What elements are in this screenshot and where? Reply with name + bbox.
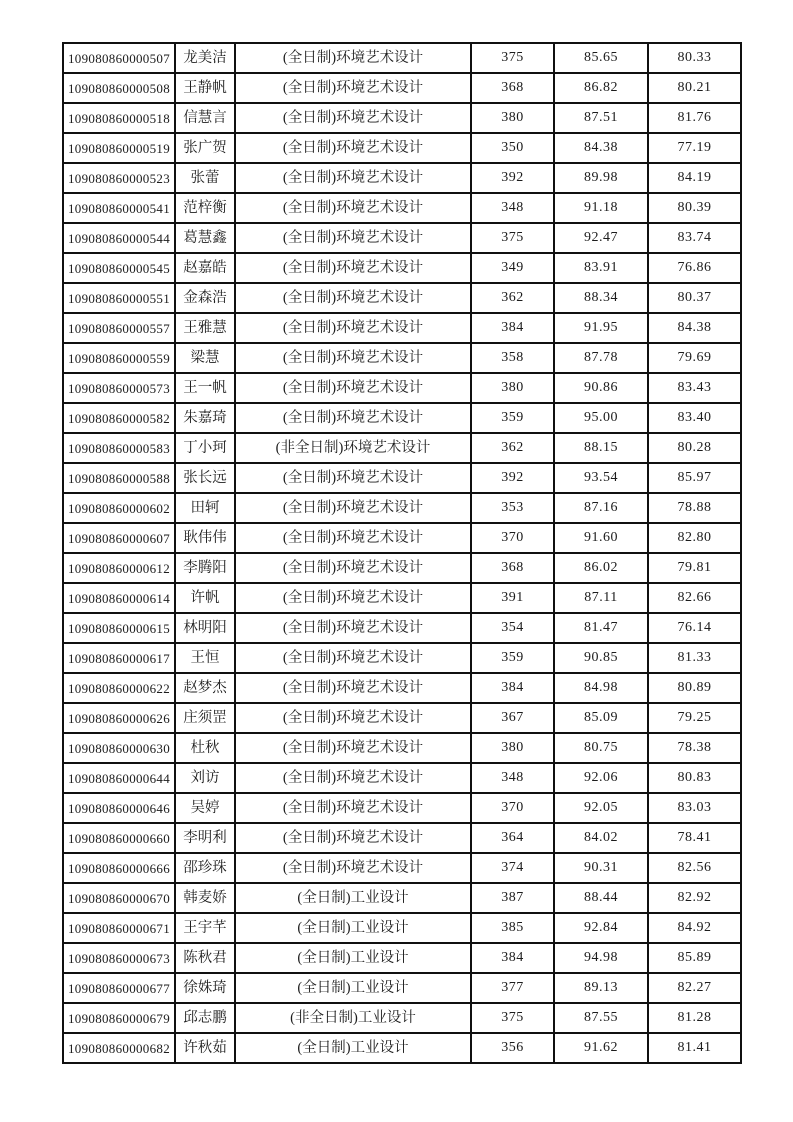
- cell-initial-exam-score: 380: [471, 373, 554, 403]
- cell-initial-exam-score: 348: [471, 193, 554, 223]
- cell-retest-score: 92.47: [554, 223, 648, 253]
- cell-final-score: 80.89: [648, 673, 741, 703]
- cell-initial-exam-score: 392: [471, 463, 554, 493]
- cell-initial-exam-score: 359: [471, 643, 554, 673]
- cell-retest-score: 86.02: [554, 553, 648, 583]
- cell-program: (非全日制)环境艺术设计: [235, 433, 471, 463]
- cell-candidate-name: 庄须罡: [175, 703, 235, 733]
- cell-candidate-name: 王宇芊: [175, 913, 235, 943]
- cell-initial-exam-score: 375: [471, 1003, 554, 1033]
- table-row: [63, 193, 741, 223]
- cell-candidate-id: 109080860000519: [63, 133, 175, 163]
- cell-candidate-id: 109080860000545: [63, 253, 175, 283]
- cell-candidate-id: 109080860000646: [63, 793, 175, 823]
- cell-program: (全日制)环境艺术设计: [235, 493, 471, 523]
- table-row: [63, 43, 741, 73]
- table-row: [63, 943, 741, 973]
- cell-candidate-id: 109080860000626: [63, 703, 175, 733]
- cell-program: (全日制)环境艺术设计: [235, 793, 471, 823]
- cell-program: (全日制)环境艺术设计: [235, 643, 471, 673]
- cell-retest-score: 89.98: [554, 163, 648, 193]
- cell-retest-score: 85.09: [554, 703, 648, 733]
- cell-initial-exam-score: 362: [471, 433, 554, 463]
- cell-program: (全日制)环境艺术设计: [235, 193, 471, 223]
- cell-final-score: 85.97: [648, 463, 741, 493]
- cell-final-score: 82.92: [648, 883, 741, 913]
- cell-initial-exam-score: 353: [471, 493, 554, 523]
- cell-candidate-name: 张广贺: [175, 133, 235, 163]
- cell-candidate-name: 赵嘉皓: [175, 253, 235, 283]
- cell-final-score: 80.39: [648, 193, 741, 223]
- cell-program: (全日制)环境艺术设计: [235, 403, 471, 433]
- table-row: [63, 883, 741, 913]
- cell-candidate-name: 张蕾: [175, 163, 235, 193]
- cell-retest-score: 80.75: [554, 733, 648, 763]
- cell-program: (全日制)工业设计: [235, 973, 471, 1003]
- cell-retest-score: 84.02: [554, 823, 648, 853]
- cell-retest-score: 87.78: [554, 343, 648, 373]
- cell-final-score: 83.74: [648, 223, 741, 253]
- cell-candidate-name: 林明阳: [175, 613, 235, 643]
- cell-candidate-id: 109080860000612: [63, 553, 175, 583]
- cell-retest-score: 91.95: [554, 313, 648, 343]
- cell-retest-score: 91.62: [554, 1033, 648, 1063]
- table-row: [63, 973, 741, 1003]
- cell-initial-exam-score: 374: [471, 853, 554, 883]
- table-row: [63, 403, 741, 433]
- cell-candidate-name: 田轲: [175, 493, 235, 523]
- cell-program: (全日制)环境艺术设计: [235, 73, 471, 103]
- cell-initial-exam-score: 368: [471, 73, 554, 103]
- cell-candidate-name: 杜秋: [175, 733, 235, 763]
- cell-candidate-id: 109080860000660: [63, 823, 175, 853]
- cell-program: (全日制)环境艺术设计: [235, 523, 471, 553]
- cell-candidate-id: 109080860000583: [63, 433, 175, 463]
- cell-final-score: 81.41: [648, 1033, 741, 1063]
- cell-final-score: 85.89: [648, 943, 741, 973]
- cell-candidate-name: 邱志鹏: [175, 1003, 235, 1033]
- cell-final-score: 83.40: [648, 403, 741, 433]
- cell-final-score: 80.37: [648, 283, 741, 313]
- cell-retest-score: 85.65: [554, 43, 648, 73]
- cell-retest-score: 92.05: [554, 793, 648, 823]
- cell-candidate-id: 109080860000666: [63, 853, 175, 883]
- cell-program: (全日制)环境艺术设计: [235, 703, 471, 733]
- cell-final-score: 78.88: [648, 493, 741, 523]
- cell-final-score: 77.19: [648, 133, 741, 163]
- cell-candidate-name: 陈秋君: [175, 943, 235, 973]
- cell-retest-score: 86.82: [554, 73, 648, 103]
- cell-retest-score: 84.38: [554, 133, 648, 163]
- cell-initial-exam-score: 368: [471, 553, 554, 583]
- cell-program: (全日制)环境艺术设计: [235, 583, 471, 613]
- table-row: [63, 163, 741, 193]
- cell-program: (全日制)环境艺术设计: [235, 733, 471, 763]
- cell-final-score: 78.38: [648, 733, 741, 763]
- cell-program: (全日制)工业设计: [235, 883, 471, 913]
- cell-initial-exam-score: 362: [471, 283, 554, 313]
- table-row: [63, 643, 741, 673]
- cell-candidate-name: 邵珍珠: [175, 853, 235, 883]
- cell-candidate-name: 金森浩: [175, 283, 235, 313]
- cell-candidate-id: 109080860000679: [63, 1003, 175, 1033]
- cell-candidate-name: 葛慧鑫: [175, 223, 235, 253]
- cell-retest-score: 84.98: [554, 673, 648, 703]
- cell-initial-exam-score: 380: [471, 103, 554, 133]
- table-row: [63, 613, 741, 643]
- cell-final-score: 84.19: [648, 163, 741, 193]
- cell-retest-score: 87.16: [554, 493, 648, 523]
- cell-candidate-id: 109080860000551: [63, 283, 175, 313]
- table-row: [63, 793, 741, 823]
- table-body: [63, 43, 741, 1063]
- cell-final-score: 82.80: [648, 523, 741, 553]
- cell-retest-score: 87.55: [554, 1003, 648, 1033]
- cell-final-score: 80.28: [648, 433, 741, 463]
- cell-candidate-name: 丁小珂: [175, 433, 235, 463]
- cell-candidate-name: 许秋茹: [175, 1033, 235, 1063]
- cell-candidate-name: 龙美洁: [175, 43, 235, 73]
- cell-candidate-name: 信慧言: [175, 103, 235, 133]
- table-row: [63, 763, 741, 793]
- cell-final-score: 79.25: [648, 703, 741, 733]
- table-row: [63, 283, 741, 313]
- cell-candidate-id: 109080860000541: [63, 193, 175, 223]
- table-row: [63, 223, 741, 253]
- cell-retest-score: 90.86: [554, 373, 648, 403]
- cell-retest-score: 91.18: [554, 193, 648, 223]
- cell-candidate-id: 109080860000630: [63, 733, 175, 763]
- table-row: [63, 313, 741, 343]
- cell-program: (全日制)环境艺术设计: [235, 103, 471, 133]
- cell-retest-score: 90.85: [554, 643, 648, 673]
- cell-candidate-name: 朱嘉琦: [175, 403, 235, 433]
- cell-final-score: 76.14: [648, 613, 741, 643]
- cell-program: (非全日制)工业设计: [235, 1003, 471, 1033]
- cell-program: (全日制)环境艺术设计: [235, 133, 471, 163]
- cell-candidate-name: 王雅慧: [175, 313, 235, 343]
- cell-final-score: 80.83: [648, 763, 741, 793]
- cell-retest-score: 92.06: [554, 763, 648, 793]
- cell-initial-exam-score: 358: [471, 343, 554, 373]
- cell-final-score: 76.86: [648, 253, 741, 283]
- cell-initial-exam-score: 377: [471, 973, 554, 1003]
- cell-initial-exam-score: 392: [471, 163, 554, 193]
- cell-candidate-name: 徐姝琦: [175, 973, 235, 1003]
- table-row: [63, 553, 741, 583]
- cell-initial-exam-score: 384: [471, 943, 554, 973]
- cell-final-score: 84.38: [648, 313, 741, 343]
- cell-candidate-name: 王恒: [175, 643, 235, 673]
- cell-candidate-name: 刘访: [175, 763, 235, 793]
- table-row: [63, 703, 741, 733]
- cell-candidate-name: 赵梦杰: [175, 673, 235, 703]
- table-row: [63, 733, 741, 763]
- cell-program: (全日制)环境艺术设计: [235, 853, 471, 883]
- table-row: [63, 253, 741, 283]
- cell-initial-exam-score: 391: [471, 583, 554, 613]
- cell-program: (全日制)工业设计: [235, 1033, 471, 1063]
- table-row: [63, 913, 741, 943]
- cell-candidate-id: 109080860000588: [63, 463, 175, 493]
- cell-candidate-name: 梁慧: [175, 343, 235, 373]
- cell-candidate-name: 王静帆: [175, 73, 235, 103]
- cell-initial-exam-score: 364: [471, 823, 554, 853]
- cell-program: (全日制)环境艺术设计: [235, 283, 471, 313]
- cell-initial-exam-score: 385: [471, 913, 554, 943]
- cell-candidate-name: 韩麦娇: [175, 883, 235, 913]
- cell-final-score: 79.69: [648, 343, 741, 373]
- cell-program: (全日制)环境艺术设计: [235, 163, 471, 193]
- cell-initial-exam-score: 384: [471, 313, 554, 343]
- cell-candidate-id: 109080860000573: [63, 373, 175, 403]
- table-row: [63, 343, 741, 373]
- cell-program: (全日制)工业设计: [235, 943, 471, 973]
- cell-candidate-id: 109080860000670: [63, 883, 175, 913]
- cell-candidate-id: 109080860000673: [63, 943, 175, 973]
- cell-retest-score: 88.34: [554, 283, 648, 313]
- cell-candidate-id: 109080860000615: [63, 613, 175, 643]
- table-row: [63, 1003, 741, 1033]
- cell-initial-exam-score: 370: [471, 793, 554, 823]
- cell-final-score: 82.56: [648, 853, 741, 883]
- cell-program: (全日制)环境艺术设计: [235, 223, 471, 253]
- cell-initial-exam-score: 354: [471, 613, 554, 643]
- cell-candidate-id: 109080860000644: [63, 763, 175, 793]
- cell-candidate-id: 109080860000508: [63, 73, 175, 103]
- cell-candidate-name: 许帆: [175, 583, 235, 613]
- cell-candidate-id: 109080860000523: [63, 163, 175, 193]
- cell-final-score: 79.81: [648, 553, 741, 583]
- cell-initial-exam-score: 387: [471, 883, 554, 913]
- cell-candidate-id: 109080860000622: [63, 673, 175, 703]
- cell-candidate-id: 109080860000518: [63, 103, 175, 133]
- cell-initial-exam-score: 350: [471, 133, 554, 163]
- cell-initial-exam-score: 359: [471, 403, 554, 433]
- table-row: [63, 463, 741, 493]
- table-row: [63, 103, 741, 133]
- table-row: [63, 823, 741, 853]
- cell-candidate-name: 吴婷: [175, 793, 235, 823]
- cell-program: (全日制)环境艺术设计: [235, 613, 471, 643]
- cell-candidate-name: 耿伟伟: [175, 523, 235, 553]
- cell-program: (全日制)工业设计: [235, 913, 471, 943]
- cell-retest-score: 95.00: [554, 403, 648, 433]
- cell-candidate-name: 张长远: [175, 463, 235, 493]
- cell-final-score: 78.41: [648, 823, 741, 853]
- cell-candidate-id: 109080860000544: [63, 223, 175, 253]
- cell-candidate-id: 109080860000607: [63, 523, 175, 553]
- cell-retest-score: 87.51: [554, 103, 648, 133]
- cell-initial-exam-score: 348: [471, 763, 554, 793]
- cell-program: (全日制)环境艺术设计: [235, 673, 471, 703]
- cell-retest-score: 93.54: [554, 463, 648, 493]
- cell-retest-score: 90.31: [554, 853, 648, 883]
- cell-retest-score: 92.84: [554, 913, 648, 943]
- table-row: [63, 493, 741, 523]
- cell-program: (全日制)环境艺术设计: [235, 343, 471, 373]
- table-row: [63, 853, 741, 883]
- cell-final-score: 81.33: [648, 643, 741, 673]
- table-row: [63, 433, 741, 463]
- table-row: [63, 583, 741, 613]
- cell-candidate-id: 109080860000557: [63, 313, 175, 343]
- cell-program: (全日制)环境艺术设计: [235, 43, 471, 73]
- cell-final-score: 80.21: [648, 73, 741, 103]
- cell-candidate-id: 109080860000507: [63, 43, 175, 73]
- cell-retest-score: 94.98: [554, 943, 648, 973]
- cell-candidate-id: 109080860000617: [63, 643, 175, 673]
- cell-retest-score: 88.44: [554, 883, 648, 913]
- cell-initial-exam-score: 370: [471, 523, 554, 553]
- cell-candidate-id: 109080860000602: [63, 493, 175, 523]
- cell-initial-exam-score: 375: [471, 43, 554, 73]
- cell-program: (全日制)环境艺术设计: [235, 373, 471, 403]
- cell-program: (全日制)环境艺术设计: [235, 463, 471, 493]
- table-row: [63, 673, 741, 703]
- cell-final-score: 82.66: [648, 583, 741, 613]
- cell-initial-exam-score: 375: [471, 223, 554, 253]
- cell-final-score: 82.27: [648, 973, 741, 1003]
- cell-final-score: 81.76: [648, 103, 741, 133]
- table-row: [63, 523, 741, 553]
- cell-candidate-name: 李腾阳: [175, 553, 235, 583]
- cell-final-score: 80.33: [648, 43, 741, 73]
- cell-candidate-name: 李明利: [175, 823, 235, 853]
- cell-retest-score: 81.47: [554, 613, 648, 643]
- cell-retest-score: 87.11: [554, 583, 648, 613]
- cell-program: (全日制)环境艺术设计: [235, 763, 471, 793]
- cell-final-score: 84.92: [648, 913, 741, 943]
- cell-final-score: 81.28: [648, 1003, 741, 1033]
- table-row: [63, 373, 741, 403]
- table-row: [63, 133, 741, 163]
- cell-retest-score: 88.15: [554, 433, 648, 463]
- cell-candidate-name: 王一帆: [175, 373, 235, 403]
- cell-candidate-id: 109080860000614: [63, 583, 175, 613]
- cell-final-score: 83.43: [648, 373, 741, 403]
- cell-candidate-id: 109080860000671: [63, 913, 175, 943]
- cell-initial-exam-score: 349: [471, 253, 554, 283]
- cell-program: (全日制)环境艺术设计: [235, 553, 471, 583]
- cell-initial-exam-score: 380: [471, 733, 554, 763]
- cell-candidate-name: 范梓衡: [175, 193, 235, 223]
- cell-candidate-id: 109080860000559: [63, 343, 175, 373]
- cell-initial-exam-score: 356: [471, 1033, 554, 1063]
- table-row: [63, 1033, 741, 1063]
- cell-retest-score: 91.60: [554, 523, 648, 553]
- cell-retest-score: 89.13: [554, 973, 648, 1003]
- cell-retest-score: 83.91: [554, 253, 648, 283]
- cell-program: (全日制)环境艺术设计: [235, 313, 471, 343]
- cell-program: (全日制)环境艺术设计: [235, 823, 471, 853]
- cell-final-score: 83.03: [648, 793, 741, 823]
- cell-candidate-id: 109080860000677: [63, 973, 175, 1003]
- admission-score-table: [62, 42, 742, 1064]
- cell-initial-exam-score: 367: [471, 703, 554, 733]
- table-row: [63, 73, 741, 103]
- cell-candidate-id: 109080860000682: [63, 1033, 175, 1063]
- cell-initial-exam-score: 384: [471, 673, 554, 703]
- cell-program: (全日制)环境艺术设计: [235, 253, 471, 283]
- cell-candidate-id: 109080860000582: [63, 403, 175, 433]
